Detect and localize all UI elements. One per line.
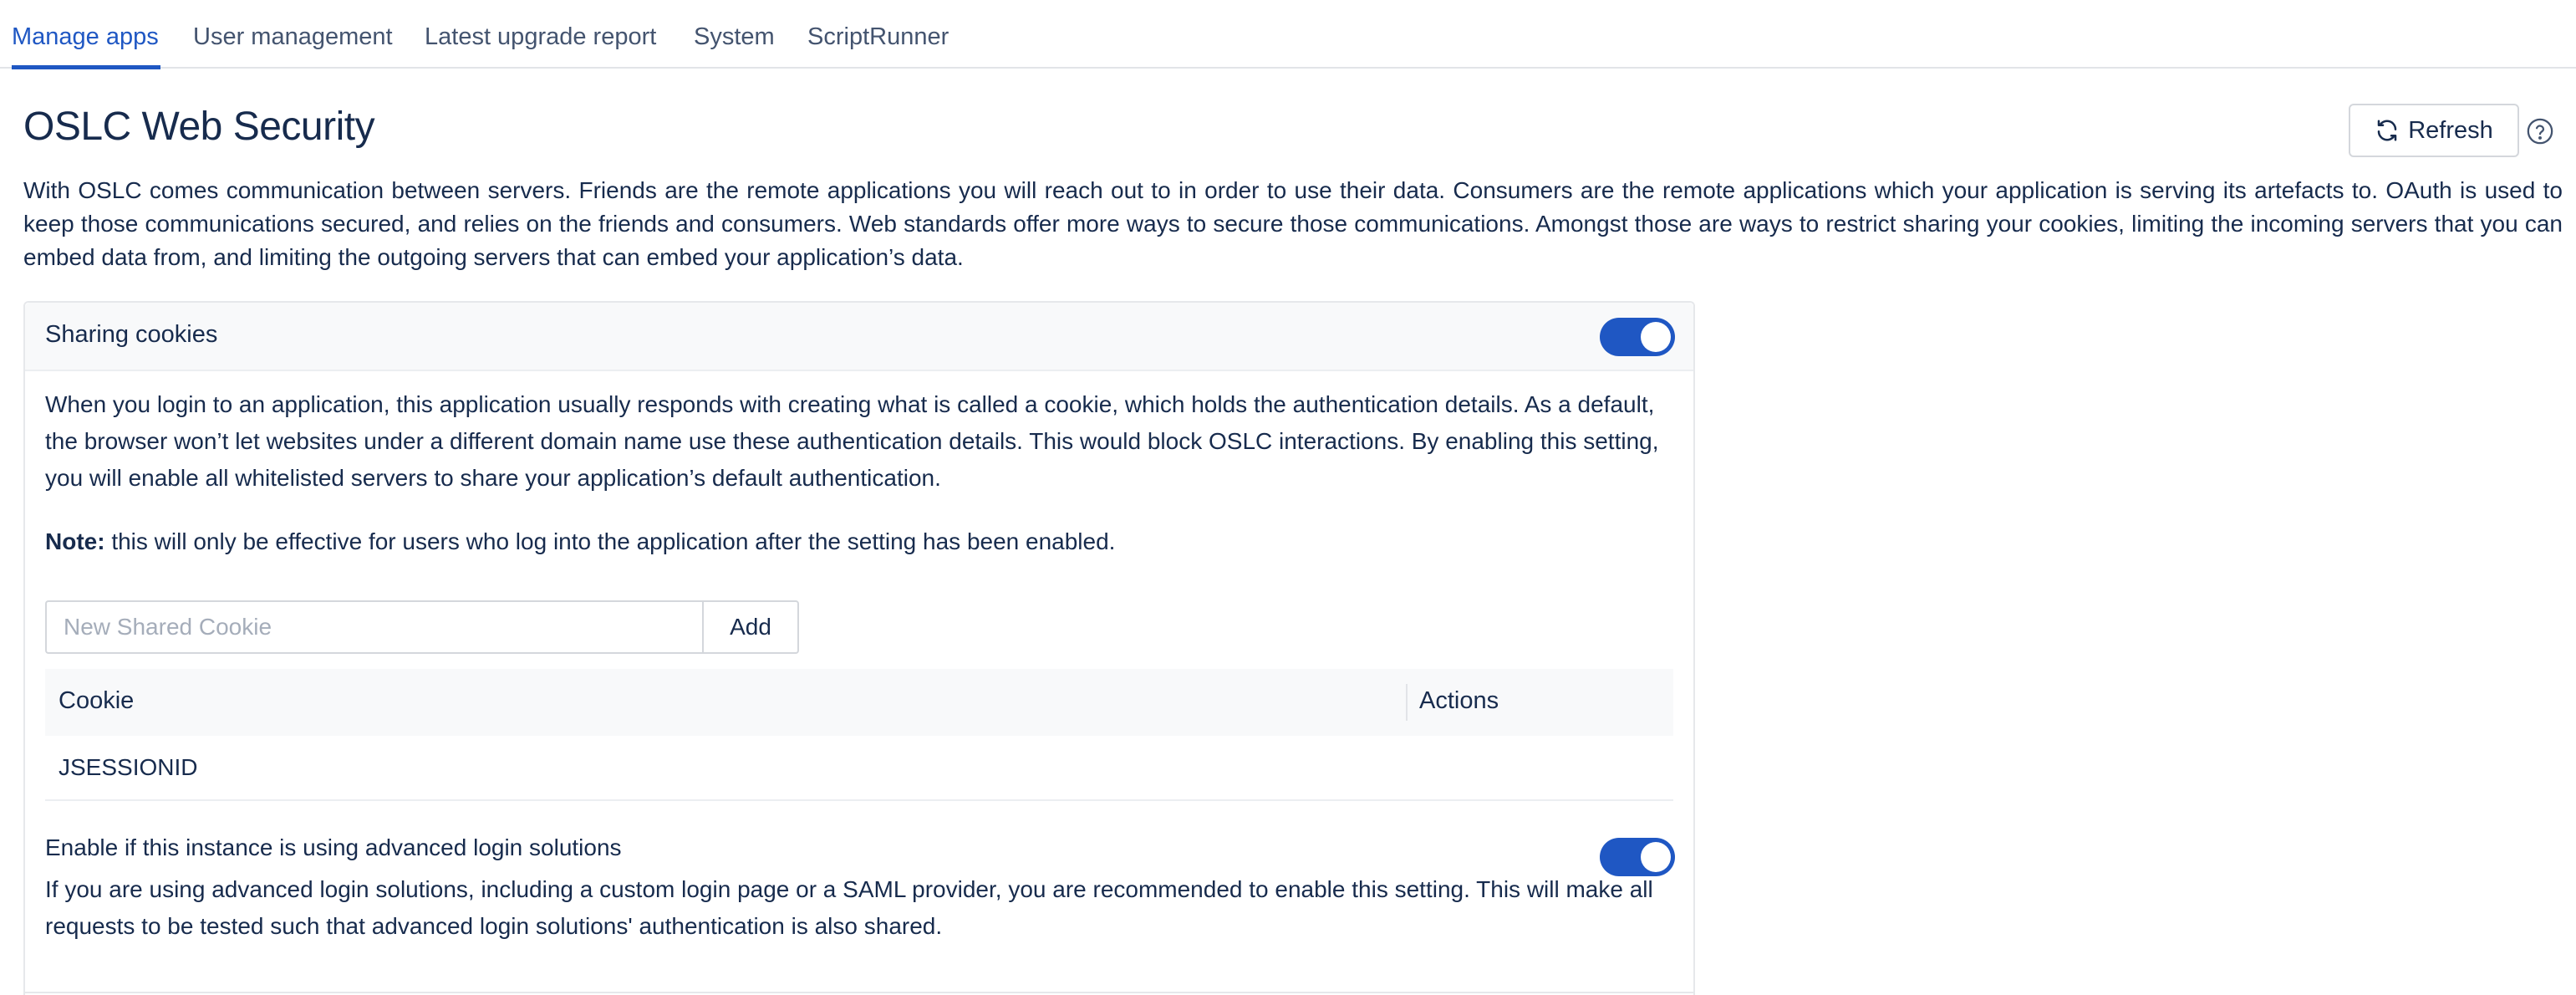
tab-latest-upgrade-report[interactable]: Latest upgrade report	[425, 23, 657, 50]
panel-bottom-border	[23, 992, 1695, 993]
refresh-button-label: Refresh	[2408, 116, 2493, 144]
note-body: this will only be effective for users who log into the application after the setting has been enabled.	[104, 528, 1116, 554]
sharing-cookies-panel	[23, 301, 1695, 995]
cookie-table-header	[45, 669, 1673, 736]
advanced-login-description: If you are using advanced login solutions, including a custom login page or a SAML provider, you are recommended to enable this setting. This will make all requests to be tested such that advanced login solutions' authentication is also shared.	[45, 876, 1653, 939]
sharing-cookies-description: When you login to an application, this application usually responds with creating what is called a cookie, which holds the authentication details. As a default, the browser won’t let websites under a different domain name use these authentication details. This would block OSLC interactions. By enabling this setting, you will enable all whitelisted servers to share your application’s default authentication.	[45, 391, 1659, 491]
cookie-cell: JSESSIONID	[59, 754, 198, 780]
advanced-login-label: Enable if this instance is using advanced login solutions	[45, 834, 622, 860]
note-label: Note:	[45, 528, 105, 554]
tab-manage-apps[interactable]: Manage apps	[12, 23, 159, 50]
sharing-cookies-header	[25, 303, 1693, 371]
table-row	[45, 736, 1673, 801]
add-cookie-button[interactable]: Add	[702, 600, 799, 654]
new-shared-cookie-input[interactable]	[45, 600, 702, 654]
refresh-button[interactable]	[2349, 104, 2519, 157]
toggle-knob	[1641, 842, 1671, 872]
column-header-actions: Actions	[1419, 687, 1499, 714]
tab-scriptrunner[interactable]: ScriptRunner	[807, 23, 949, 50]
sharing-cookies-title: Sharing cookies	[45, 321, 218, 348]
column-divider	[1406, 684, 1408, 721]
intro-description: With OSLC comes communication between servers. Friends are the remote applications you will reach out to in order to use their data. Consumers are the remote applications which your application is serving its artefacts to. OAuth is used to keep those communications secured, and relies on the friends and consumers. Web standards offer more ways to secure those communications. Amongst those are ways to restrict sharing your cookies, limiting the incoming servers that you can embed data from, and limiting the outgoing servers that can embed your application’s data.	[23, 177, 2563, 270]
refresh-icon	[2375, 118, 2400, 143]
note-text	[45, 523, 1115, 560]
page-title: OSLC Web Security	[23, 105, 375, 149]
column-header-cookie: Cookie	[59, 687, 135, 714]
help-icon[interactable]	[2526, 117, 2554, 145]
active-tab-indicator	[12, 65, 160, 69]
toggle-knob	[1641, 322, 1671, 352]
tab-system[interactable]: System	[694, 23, 775, 50]
tab-user-management[interactable]: User management	[193, 23, 393, 50]
top-tab-bar	[0, 0, 2576, 69]
sharing-cookies-toggle[interactable]	[1600, 318, 1675, 356]
